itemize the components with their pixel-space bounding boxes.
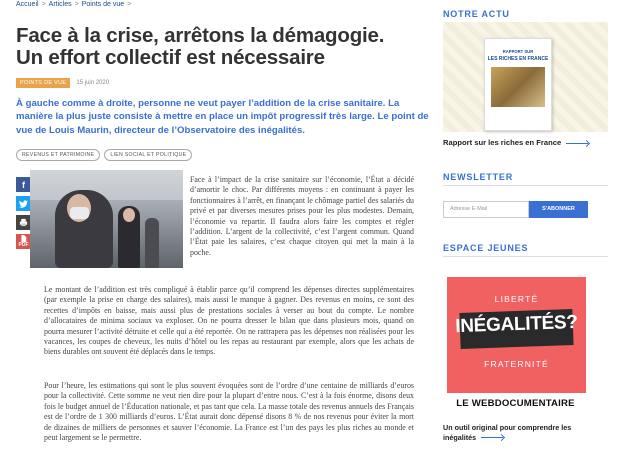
arrow-right-icon bbox=[566, 143, 588, 144]
webdocumentaire-label[interactable]: LE WEBDOCUMENTAIRE bbox=[456, 398, 575, 409]
rapport-riches-link[interactable] bbox=[443, 138, 588, 147]
breadcrumb bbox=[16, 1, 430, 11]
tag-list bbox=[16, 149, 430, 161]
book-cover-title: LES RICHES EN FRANCE bbox=[487, 56, 549, 62]
breadcrumb-sep: > bbox=[41, 1, 46, 8]
breadcrumb-articles[interactable]: Articles bbox=[48, 1, 72, 8]
arrow-right-icon bbox=[481, 437, 503, 438]
email-field[interactable]: Adresse E-Mail bbox=[443, 201, 529, 218]
photo-building bbox=[30, 170, 183, 200]
espace-jeunes-section bbox=[443, 243, 608, 257]
photo-person-background bbox=[145, 218, 159, 268]
poster-inegalites: INÉGALITÉS? bbox=[454, 311, 578, 338]
twitter-icon bbox=[19, 200, 28, 208]
notre-actu-section bbox=[443, 9, 608, 23]
article-paragraph-2: Le montant de l’addition est très compliqué à établir parce qu’il comprend les dépenses directes supplémentaires (par exemple la prise en charge des salaires), mais aussi le manque à gagner. Des revenus en moins, ce sont des recettes d’impôts en baisse, mais aussi plus de prestations sociales à verser au bout du compte. Le nombre d’allocataires de minima sociaux va exploser. On ne pourra dresser le bilan que dans plusieurs mois, quand on pourra mesurer l’activité détruite et celle qui a été reportée. On ne rattrapera pas les dépenses non réalisées pour les vacances, les coupes de cheveux, les nuits d’hôtel ou les repas au restaurant par exemple, alors que les achats de biens durables ont souvent été déplacés dans le temps. bbox=[44, 285, 414, 357]
title-line-1: Face à la crise, arrêtons la démagogie. bbox=[16, 24, 385, 47]
outil-line-1: Un outil original pour comprendre les bbox=[443, 423, 572, 432]
rapport-riches-label: Rapport sur les riches en France bbox=[443, 138, 562, 147]
article-main bbox=[16, 0, 430, 161]
article-photo bbox=[30, 170, 183, 268]
book-cover-top: RAPPORT SUR bbox=[502, 49, 534, 54]
breadcrumb-sep: > bbox=[127, 1, 132, 8]
pdf-icon bbox=[20, 235, 27, 242]
subscribe-button[interactable]: S'ABONNER bbox=[529, 201, 588, 218]
photo-face-2 bbox=[123, 208, 135, 222]
book-cover-illustration bbox=[491, 67, 545, 107]
inegalites-poster[interactable] bbox=[447, 277, 586, 393]
article-meta bbox=[16, 78, 430, 88]
print-button[interactable] bbox=[16, 215, 31, 230]
espace-jeunes-title: ESPACE JEUNES bbox=[443, 243, 608, 257]
category-badge[interactable]: POINTS DE VUE bbox=[16, 78, 70, 88]
page-title bbox=[16, 25, 430, 69]
social-share-bar bbox=[16, 177, 31, 253]
outil-line-2: inégalités bbox=[443, 432, 477, 442]
article-paragraph-1: Face à l’impact de la crise sanitaire sur l’économie, l’État a décidé d’amortir le choc. Par différents moyens : en continuant à payer les fonctionnaires à l’arrêt, en finançant le chômage partiel des salariés du privé et par diverses mesures prises pour les plus modestes. Demain, l’économie va repartir. Il faudra alors faire les comptes et régler l’addition. L’argent de la collectivité, c’est l’argent commun. Quand l’État paie les salaires, c’est chaque citoyen qui met la main à la poche. bbox=[190, 175, 414, 257]
outil-link[interactable] bbox=[443, 423, 608, 442]
newsletter-section bbox=[443, 172, 608, 186]
pdf-download-button[interactable] bbox=[16, 234, 31, 249]
facebook-share-button[interactable] bbox=[16, 177, 31, 192]
pdf-label: PDF bbox=[18, 242, 29, 248]
printer-icon bbox=[19, 218, 28, 227]
publish-date: 15 juin 2020 bbox=[76, 80, 110, 86]
tag-revenus-patrimoine[interactable]: REVENUS ET PATRIMOINE bbox=[16, 149, 100, 161]
notre-actu-title: NOTRE ACTU bbox=[443, 9, 608, 23]
breadcrumb-sep: > bbox=[74, 1, 79, 8]
newsletter-form bbox=[443, 201, 588, 218]
breadcrumb-home[interactable]: Accueil bbox=[16, 1, 39, 8]
poster-fraternite: FRATERNITÉ bbox=[484, 359, 549, 369]
tag-lien-social[interactable]: LIEN SOCIAL ET POLITIQUE bbox=[104, 149, 192, 161]
title-line-2: Un effort collectif est nécessaire bbox=[16, 46, 325, 69]
facebook-icon: f bbox=[22, 179, 25, 190]
newsletter-title: NEWSLETTER bbox=[443, 172, 608, 186]
photo-mask bbox=[70, 207, 89, 219]
article-paragraph-3: Pour l’heure, les estimations qui sont le plus souvent évoquées sont de l’ordre d’une centaine de milliards d’euros pour la collectivité. Cette somme ne veut rien dire pour la plupart d’entre nous. C’est à la fois énorme, disons deux fois le budget annuel de l’Éducation nationale, et pas tant que cela. La masse totale des revenus annuels des Français est de l’ordre de 1 300 milliards d’euros. L’État aurait donc dépensé disons 8 % de nos revenus pour éviter la mort de dizaines de milliers de personnes et sauver l’économie. La France est l’un des pays les plus riches au monde et peut largement se le permettre. bbox=[44, 381, 414, 443]
book-cover-image[interactable] bbox=[443, 22, 608, 132]
poster-liberte: LIBERTÉ bbox=[494, 294, 539, 304]
book-cover bbox=[484, 38, 552, 131]
article-lead: À gauche comme à droite, personne ne veut payer l’addition de la crise sanitaire. La manière la plus juste consiste à mettre en place un impôt progressif très large. Le point de vue de Louis Maurin, directeur de l’Observatoire des inégalités. bbox=[16, 98, 429, 136]
twitter-share-button[interactable] bbox=[16, 196, 31, 211]
breadcrumb-points-de-vue[interactable]: Points de vue bbox=[81, 1, 125, 8]
